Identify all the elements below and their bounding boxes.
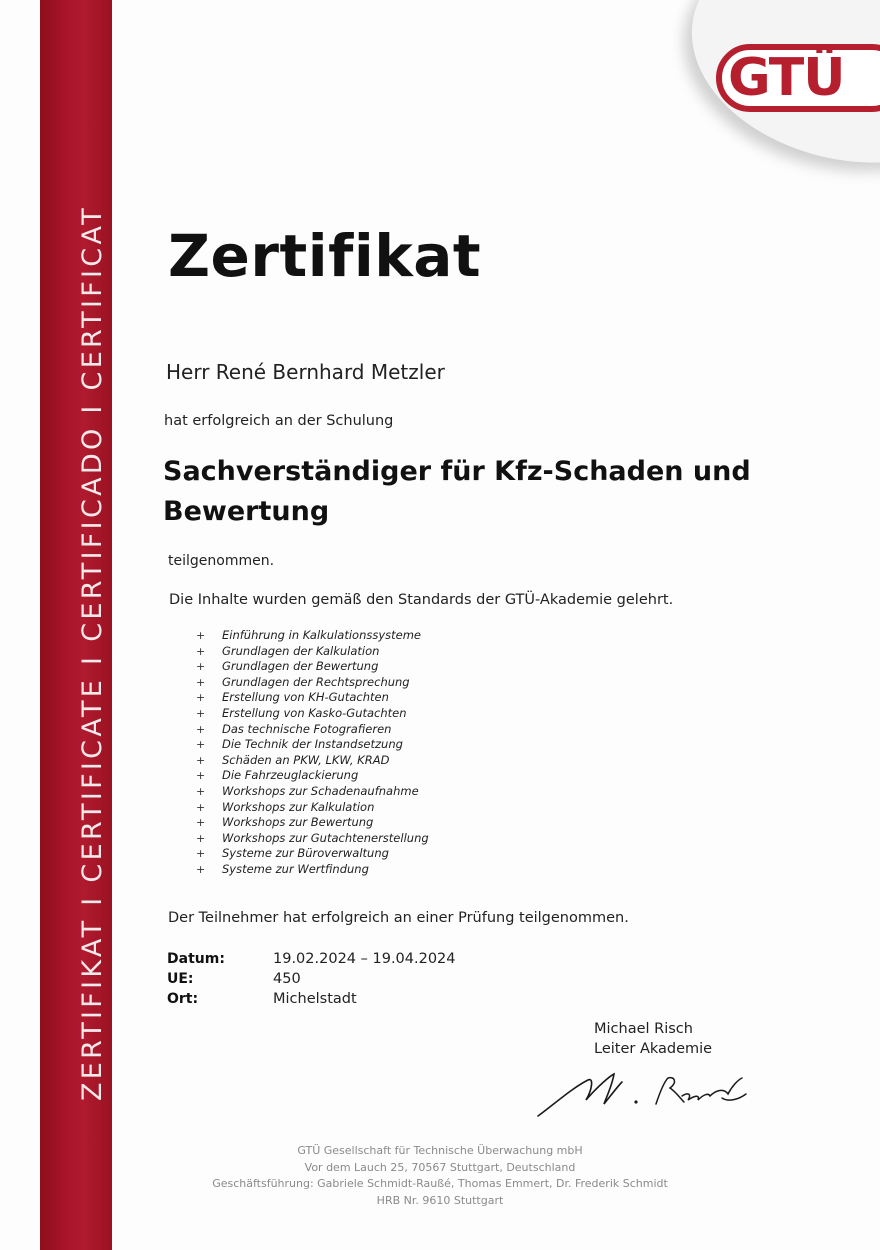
- ue-label: UE:: [167, 971, 194, 987]
- topic-item: [196, 737, 429, 753]
- course-title: [163, 452, 783, 532]
- footer-register: HRB Nr. 9610 Stuttgart: [376, 1193, 504, 1207]
- plus-bullet-icon: +: [196, 675, 206, 689]
- plus-bullet-icon: +: [196, 769, 206, 783]
- plus-bullet-icon: +: [196, 660, 206, 674]
- date-value: 19.02.2024 – 19.04.2024: [273, 951, 456, 967]
- topic-item: [196, 800, 429, 816]
- topic-item: [196, 722, 429, 738]
- plus-bullet-icon: +: [196, 847, 206, 861]
- plus-bullet-icon: +: [196, 691, 206, 705]
- topic-item: [196, 768, 429, 784]
- topic-item: [196, 831, 429, 847]
- topic-item: [196, 862, 429, 878]
- topic-text: Das technische Fotografieren: [222, 721, 392, 736]
- course-title-line-2: Bewertung: [163, 496, 330, 527]
- footer: [160, 1143, 720, 1209]
- course-title-line-1: Sachverständiger für Kfz-Schaden und: [163, 456, 751, 487]
- handwritten-signature: [532, 1060, 762, 1124]
- topic-text: Workshops zur Schadenaufnahme: [222, 783, 419, 798]
- topic-text: Die Fahrzeuglackierung: [222, 768, 359, 783]
- signer-block: [594, 1019, 712, 1059]
- topic-item: [196, 753, 429, 769]
- standards-text: Die Inhalte wurden gemäß den Standards der GTÜ-Akademie gelehrt.: [169, 592, 674, 608]
- place-label: Ort:: [167, 991, 199, 1007]
- intro-text: hat erfolgreich an der Schulung: [164, 413, 394, 429]
- plus-bullet-icon: +: [196, 629, 206, 642]
- topic-item: [196, 846, 429, 862]
- footer-management: Geschäftsführung: Gabriele Schmidt-Raußé, Thomas Emmert, Dr. Frederik Schmidt: [212, 1177, 668, 1190]
- topic-item: [196, 690, 429, 706]
- participated-text: teilgenommen.: [168, 553, 275, 569]
- plus-bullet-icon: +: [196, 816, 206, 830]
- place-value: Michelstadt: [273, 991, 357, 1007]
- recipient-name: Herr René Bernhard Metzler: [166, 360, 445, 384]
- topic-text: Grundlagen der Kalkulation: [222, 643, 380, 658]
- topic-item: [196, 644, 429, 660]
- ue-value: 450: [273, 971, 301, 987]
- certificate-title: Zertifikat: [168, 222, 482, 290]
- plus-bullet-icon: +: [196, 862, 206, 876]
- topic-item: [196, 706, 429, 722]
- date-label: Datum:: [167, 951, 225, 967]
- topic-text: Systeme zur Wertfindung: [222, 861, 369, 876]
- topic-text: Grundlagen der Bewertung: [222, 659, 379, 674]
- topic-text: Erstellung von Kasko-Gutachten: [222, 705, 407, 720]
- plus-bullet-icon: +: [196, 831, 206, 845]
- footer-address: Vor dem Lauch 25, 70567 Stuttgart, Deutschland: [304, 1160, 576, 1174]
- topic-text: Schäden an PKW, LKW, KRAD: [222, 752, 390, 767]
- signer-name: Michael Risch: [594, 1021, 693, 1037]
- plus-bullet-icon: +: [196, 706, 206, 720]
- plus-bullet-icon: +: [196, 644, 206, 658]
- topic-item: [196, 675, 429, 691]
- topic-text: Workshops zur Gutachtenerstellung: [222, 830, 429, 845]
- plus-bullet-icon: +: [196, 738, 206, 752]
- topic-text: Workshops zur Kalkulation: [222, 799, 375, 814]
- topic-text: Systeme zur Büroverwaltung: [222, 846, 389, 861]
- signer-role: Leiter Akademie: [594, 1041, 713, 1057]
- side-band-text: ZERTIFIKAT I CERTIFICATE I CERTIFICADO I CERTIFICAT: [77, 205, 108, 1101]
- plus-bullet-icon: +: [196, 722, 206, 736]
- topic-text: Die Technik der Instandsetzung: [222, 737, 403, 752]
- exam-text: Der Teilnehmer hat erfolgreich an einer Prüfung teilgenommen.: [168, 910, 629, 926]
- topics-list: [196, 628, 429, 878]
- topic-item: [196, 628, 429, 644]
- footer-company: GTÜ Gesellschaft für Technische Überwachung mbH: [297, 1144, 583, 1157]
- plus-bullet-icon: +: [196, 753, 206, 767]
- topic-text: Erstellung von KH-Gutachten: [222, 690, 389, 705]
- topic-text: Workshops zur Bewertung: [222, 815, 374, 830]
- topic-item: [196, 815, 429, 831]
- plus-bullet-icon: +: [196, 800, 206, 814]
- plus-bullet-icon: +: [196, 784, 206, 798]
- topic-text: Einführung in Kalkulationssysteme: [222, 628, 422, 642]
- topic-item: [196, 659, 429, 675]
- gtu-logo-text: GTÜ: [728, 48, 845, 108]
- topic-text: Grundlagen der Rechtsprechung: [222, 674, 410, 689]
- topic-item: [196, 784, 429, 800]
